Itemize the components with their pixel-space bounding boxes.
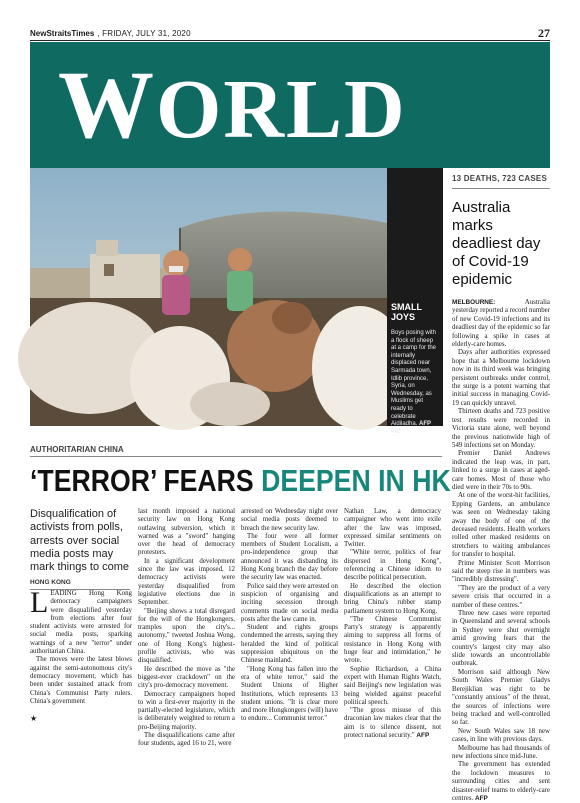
star-icon: ★	[30, 714, 38, 723]
sidebar-paragraph: Premier Daniel Andrews indicated the leap was, in part, linked to a surge in cases at aged-care homes. Most of those who died were in their 70s to 90s.	[452, 450, 550, 491]
sidebar-paragraph: "They are the product of a very severe crisis that occurred in a number of these centres."	[452, 584, 550, 609]
drop-cap: L	[30, 586, 49, 619]
header-rule	[30, 40, 550, 41]
newspaper-name: NewStraitsTimes	[30, 28, 95, 38]
sidebar-paragraph: Melbourne has had thousands of new infections since mid-June.	[452, 744, 550, 760]
story-paragraph: The moves were the latest blows against the semi-autonomous city's democracy movement, which has been under sustained attack from China's Communist Party rulers. China's government	[30, 656, 132, 705]
story-paragraph: "The gross misuse of this draconian law makes clear that the aim is to silence dissent, not protect national security." AFP	[344, 707, 441, 740]
story-paragraph: Student and rights groups condemned the arrests, saying they heralded the kind of political suppression ubiquitous on the Chinese mainland.	[241, 624, 338, 665]
story-paragraph: Democracy campaigners hoped to win a first-ever majority in the partially-elected legislature, which is deliberately weighted to return a pro-Beijing majority.	[138, 690, 235, 731]
story-paragraph: He described the election disqualifications as an attempt to bring China's rubber stamp parliament system to Hong Kong.	[344, 582, 441, 615]
story-paragraph: Police said they were arrested on suspicion of organising and inciting secession through comments made on social media posts after the law came in.	[241, 582, 338, 623]
page-number: 27	[538, 26, 550, 40]
sidebar-dateline: MELBOURNE:	[452, 299, 496, 306]
story-rule	[30, 456, 442, 457]
story-paragraph: "Beijing shows a total disregard for the will of the Hongkongers, tramples upon the city's... autonomy," tweeted Joshua Wong, one of Hong Kong's highest-profile activists, who was disqualified.	[138, 607, 235, 665]
story-kicker: AUTHORITARIAN CHINA	[30, 445, 124, 454]
sidebar-paragraph: Thirteen deaths and 723 positive test results were recorded in Victoria state alone, well beyond the previous nationwide high of 549 infections set on Monday.	[452, 408, 550, 449]
story-paragraph: The four were all former members of Student Localism, a pro-independence group that announced it was disbanding its Hong Kong branch the day before the security law was enacted.	[241, 532, 338, 582]
page-header	[30, 26, 550, 40]
sidebar-paragraph: Morrison said although New South Wales Premier Gladys Berejiklian was right to be "constantly anxious" of the threat, the sources of infections were being tracked and well-controlled so far.	[452, 668, 550, 727]
story-paragraph: "The Chinese Communist Party's strategy is apparently aiming to suppress all forms of resistance in Hong Kong with huge fear and intimidation," he wrote.	[344, 615, 441, 665]
caption-body: Boys posing with a flock of sheep at a camp for the internally displaced near Sarmada town, Idlib province, Syria, on Wednesday, as Muslims get ready to celebrate Aidiladha. AFP PIC	[391, 330, 437, 435]
sidebar-paragraph: New South Wales saw 18 new cases, in line with previous days.	[452, 727, 550, 744]
story-paragraph: arrested on Wednesday night over social media posts deemed to breach the new security law.	[241, 508, 338, 532]
story-paragraph: Nathan Law, a democracy campaigner who went into exile after the law was imposed, expressed similar sentiments on Twitter.	[344, 508, 441, 549]
story-standfirst: Disqualification of activists from polls, arrests over social media posts may mark things to come	[30, 508, 130, 574]
story-column-2	[138, 508, 235, 749]
sidebar-paragraph: MELBOURNE: Australia yesterday reported a record number of new Covid-19 infections and its deadliest day of the epidemic so far following a spike in cases at elderly-care homes.	[452, 299, 550, 349]
story-paragraph: "White terror, politics of fear dispersed in Hong Kong", referencing a Chinese idiom to describe political persecution.	[344, 549, 441, 582]
story-paragraph: LEADING Hong Kong democracy campaigners were disqualified yesterday from elections after four student activists were arrested for social media posts, sparking warnings of a new "terror" under authoritarian China.	[30, 586, 132, 656]
sheep-camp-photo	[30, 168, 387, 426]
sidebar-body	[452, 299, 550, 803]
photo-caption	[387, 168, 443, 435]
caption-credit: AFP PIC	[391, 421, 431, 435]
story-column-4	[344, 508, 441, 740]
story-column-1	[30, 586, 132, 706]
caption-title: SMALL JOYS	[391, 302, 422, 322]
sidebar-story	[452, 168, 550, 803]
story-headline: ‘TERROR’ FEARS DEEPEN IN HK	[30, 463, 451, 498]
story-paragraph: last month imposed a national security law on Hong Kong outlawing subversion, which it warned was a "sword" hanging over the head of democracy protesters.	[138, 508, 235, 557]
story-paragraph: The disqualifications came after four students, aged 16 to 21, were	[138, 732, 235, 748]
story-column-3	[241, 508, 338, 724]
sidebar-paragraph: Three new cases were reported in Queensland and several schools in Sydney were shut overnight amid growing fears that the country's largest city may also slide towards an uncontrollable outbreak.	[452, 610, 550, 668]
story-paragraph: In a significant development since the law was imposed, 12 democracy activists were yesterday disqualified from legislative elections due in September.	[138, 557, 235, 607]
story-paragraph: "Hong Kong has fallen into the era of white terror," said the Student Unions of Higher Institutions, which represents 13 student unions. "It is clear more and more Hongkongers (will) have to endure... Communist terror."	[241, 665, 338, 723]
sidebar-paragraph: Days after authorities expressed hope that a Melbourne lockdown now in its third week was bringing persistent outbreaks under control, the surge is a potent warning that initial success in managing Covid-19 can quickly unravel.	[452, 349, 550, 407]
lead-photo	[30, 168, 387, 426]
sidebar-paragraph: The government has extended the lockdown measures to surrounding cities and sent disaster-relief teams to elderly-care centres. AFP	[452, 761, 550, 802]
story-credit: AFP	[416, 732, 430, 740]
byline-location: HONG KONG	[30, 579, 71, 586]
sidebar-headline: Australia marks deadliest day of Covid-19 epidemic	[452, 199, 541, 288]
sidebar-rule	[452, 188, 550, 189]
sidebar-paragraph: At one of the worst-hit facilities, Epping Gardens, an ambulance was seen on Wednesday taking away the body of one of the deceased residents. Health workers rolled other masked residents on stretchers to waiting ambulances for transfer to hospital.	[452, 492, 550, 559]
story-paragraph: Sophie Richardson, a China expert with Human Rights Watch, said Beijing's new legislation was being wielded against peaceful political speech.	[344, 665, 441, 706]
story-paragraph: He described the move as "the biggest-ever crackdown" on the city's pro-democracy movement.	[138, 665, 235, 690]
section-title: WORLD	[58, 51, 407, 158]
issue-date: , FRIDAY, JULY 31, 2020	[97, 28, 191, 38]
sidebar-kicker: 13 DEATHS, 723 CASES	[452, 174, 547, 183]
sidebar-paragraph: Prime Minister Scott Morrison said the steep rise in numbers was "incredibly distressing".	[452, 559, 550, 584]
section-banner	[30, 42, 550, 168]
sidebar-credit: AFP	[474, 794, 488, 802]
